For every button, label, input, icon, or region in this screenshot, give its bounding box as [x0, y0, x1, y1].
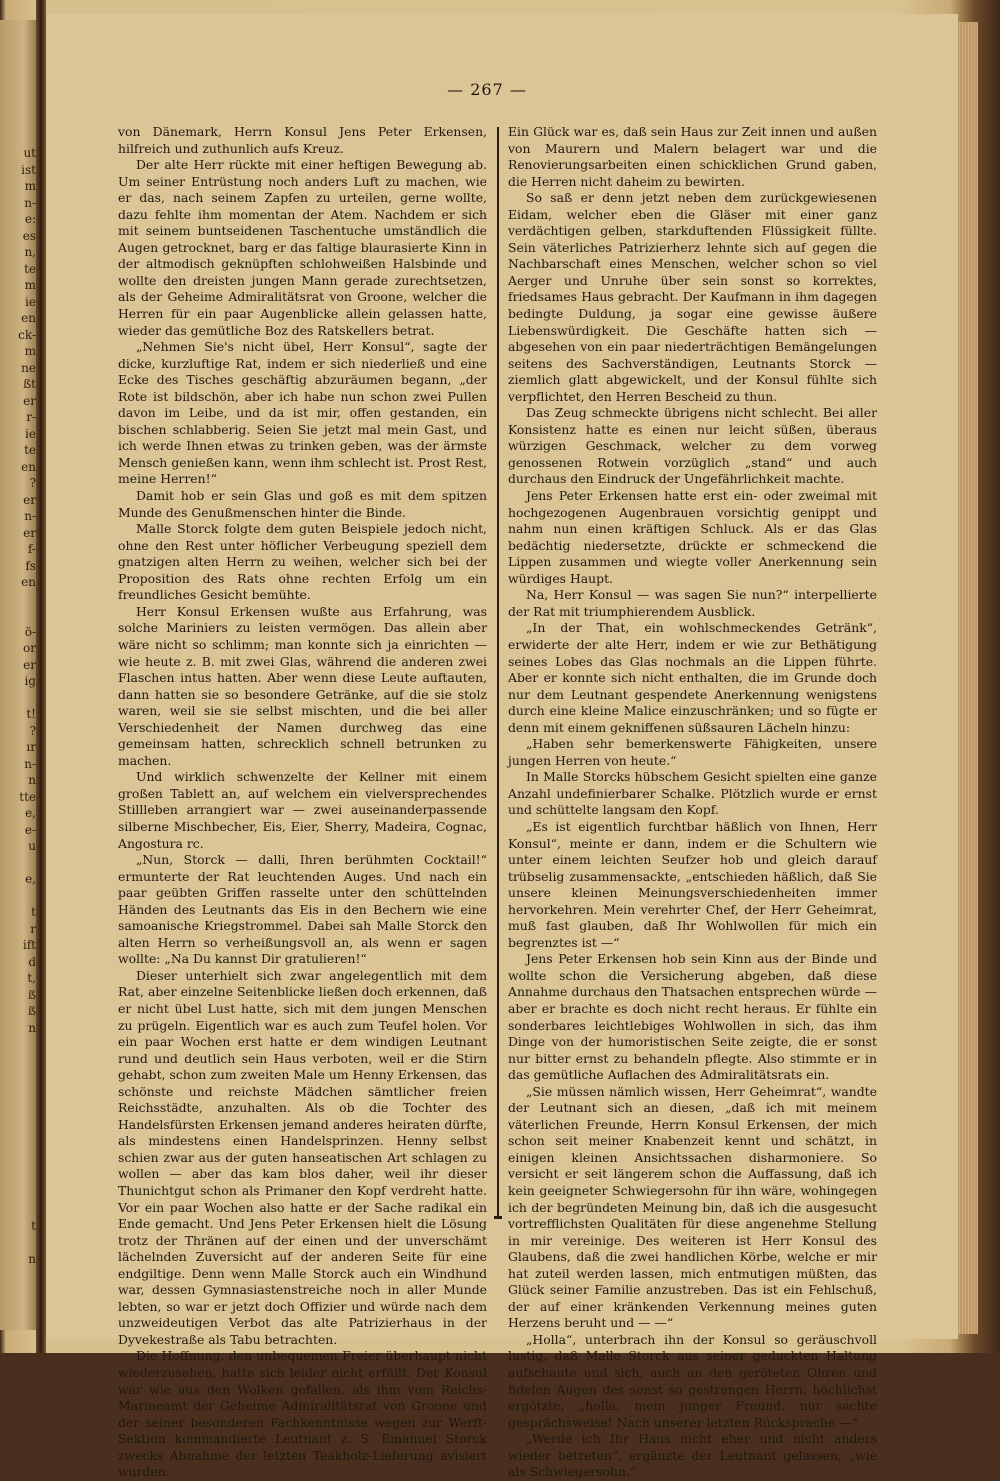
previous-page-fragment: r [30, 921, 36, 936]
previous-page-fragment: ? [29, 476, 36, 490]
previous-page-fragment [0, 1053, 36, 1070]
previous-page-fragment: ie [25, 294, 36, 309]
book-gutter [36, 0, 46, 1353]
paragraph: „In der That, ein wohlschmeckendes Getränk“, erwiderte der alte Herr, indem er wie zur Bethätigung seines Lobes das Glas nochmals an die Lippen führte. Aber er konnte sich nicht enthalten, die im Grunde doch nur dem Leutnant gespendete Anerkennung wenigstens durch eine kleine Malice einzuschränken; und so fügte er denn mit einem gekniffenen süßsauren Lächeln hinzu: [508, 620, 877, 735]
paragraph: Die Hoffnung, den unbequemen Freier überhaupt nicht wiederzusehen, hatte sich leider nicht erfüllt. Der Konsul war wie aus den Wolken gefallen, als ihm vom Reichs-Marineamt der Geheime Admiralitätsrat von Groone und der seiner besonderen Fachkenntnisse wegen zur Werft-Sektion kommandierte Leutnant z. S. Emanuel Storck zwecks Abnahme der letzten Teakholz-Lieferung avisiert wurden. [118, 1348, 487, 1480]
previous-page-fragment [0, 1185, 36, 1202]
previous-page-fragment: e, [25, 806, 36, 820]
previous-page-fragment [0, 690, 36, 707]
previous-page-fragment: t, [27, 971, 36, 985]
previous-page-edge [0, 20, 40, 1330]
previous-page-fragment: n- [24, 195, 36, 210]
previous-page-fragment [0, 1168, 36, 1185]
previous-page-fragment: en [21, 575, 36, 589]
paragraph: „Es ist eigentlich furchtbar häßlich von Ihnen, Herr Konsul“, meinte er dann, indem er die Schultern wie unter einem leichten Seufzer hob und gleich darauf trübselig zusammensackte, „entschieden häßlich, daß Sie unsere kleinen Meinungsverschiedenheiten immer hervorkehren. Mein verehrter Chef, der Herr Geheimrat, muß fast glauben, daß Ihr Wohlwollen für mich ein begrenztes ist —“ [508, 818, 877, 950]
previous-page-fragment: en [21, 459, 36, 474]
page-number: — 267 — [447, 80, 527, 99]
previous-page-fragment: ß [27, 987, 36, 1002]
previous-page-fragment: e: [24, 212, 36, 226]
paragraph: Malle Storck folgte dem guten Beispiele jedoch nicht, ohne den Rest unter höflicher Verbeugung speziell dem gnatzigen alten Herrn zu weihen, welcher sich bei der Proposition des Rats ohne rechten Erfolg um ein freundliches Gesicht bemühte. [118, 521, 487, 603]
previous-page-fragment: er [23, 492, 36, 507]
previous-page-fragment: ß [27, 1004, 36, 1018]
previous-page-fragment: ist [21, 162, 36, 177]
paragraph: Das Zeug schmeckte übrigens nicht schlecht. Bei aller Konsistenz hatte es einen nur leicht süßen, überaus würzigen Geschmack, welcher zu dem vorweg genossenen Rotwein vorzüglich „stand“ und auch durchaus den Eindruck der Ungefährlichkeit machte. [508, 405, 877, 487]
paragraph: Der alte Herr rückte mit einer heftigen Bewegung ab. Um seiner Entrüstung noch anders Luft zu machen, wie er das, nach seinem Zapfen zu urteilen, gerne wollte, dazu fehlte ihm momentan der Atem. Nachdem er sich mit seinem buntseidenen Taschentuche umständlich die Augen getrocknet, barg er das faltige blaurasierte Kinn in der altmodisch geknüpften schlohweißen Halsbinde und wollte den dreisten jungen Mann gerade zurechtsetzen, als der Geheime Admiralitätsrat von Groone, welcher die Herren für ein paar Augenblicke allein gelassen hatte, wieder das gemütliche Boz des Ratskellers betrat. [118, 157, 487, 338]
previous-page-fragment [0, 855, 36, 872]
paragraph: Herr Konsul Erkensen wußte aus Erfahrung, was solche Mariniers zu leisten vermögen. Das allein aber wäre nicht so schlimm; man konnte sich ja einrichten — wie heute z. B. mit zwei Glas, während die anderen zwei Flaschen intus hatten. Aber wenn diese Leute auftauten, dann hatten sie so besondere Getränke, auf die sie stolz waren, weil sie sie selbst mischten, und die bei aller Verschiedenheit der Namen durchweg das eine gemeinsam hatten, schrecklich schnell betrunken zu machen. [118, 603, 487, 768]
paragraph: Na, Herr Konsul — was sagen Sie nun?“ interpellierte der Rat mit triumphierendem Ausblick. [508, 587, 877, 619]
previous-page-fragment: u [28, 839, 36, 853]
previous-page-fragment: m [24, 344, 36, 358]
previous-page-fragment [0, 1036, 36, 1053]
previous-page-fragment: tte [19, 789, 36, 804]
previous-page-fragment: t [31, 905, 36, 919]
previous-page-fragment: m [24, 179, 36, 193]
previous-page-fragment: er [23, 657, 36, 672]
paragraph: Jens Peter Erkensen hatte erst ein- oder zweimal mit hochgezogenen Augenbrauen vorsichtig genippt und nahm nun einen kräftigen Schluck. Als er das Glas bedächtig niedersetzte, drückte er schmeckend die Lippen zusammen und wiegte voller Anerkennung sein würdiges Haupt. [508, 488, 877, 586]
previous-page-fragment: ck- [18, 327, 36, 342]
paragraph: Ein Glück war es, daß sein Haus zur Zeit innen und außen von Maurern und Malern belagert war und die Renovierungsarbeiten einen schicklichen Grund gaben, die Herren nicht daheim zu bewirten. [508, 124, 877, 189]
previous-page-text-fragments [0, 145, 36, 1267]
previous-page-fragment: t! [26, 707, 36, 721]
previous-page-fragment: e, [25, 872, 36, 886]
previous-page-fragment: ie [25, 426, 36, 441]
previous-page-fragment: or [23, 641, 36, 655]
paragraph: „Haben sehr bemerkenswerte Fähigkeiten, unsere jungen Herren von heute.“ [508, 736, 877, 768]
paragraph: „Holla“, unterbrach ihn der Konsul so geräuschvoll lustig, daß Malle Storck aus seiner geduckten Haltung aufschaute und sich, auch an den geröteten Ohren und fidelen Augen des sonst so gestrengen Herrn, höchlichst ergötzte, „holla, mein junger Freund, nur sachte gesprächsweise! Nach unserer letzten Rücksprache —“ [508, 1331, 877, 1430]
previous-page-fragment: n [28, 1251, 36, 1266]
previous-page-fragment [0, 1102, 36, 1119]
paragraph: In Malle Storcks hübschem Gesicht spielten eine ganze Anzahl undefinierbarer Schalke. Plötzlich wurde er ernst und schüttelte langsam den Kopf. [508, 769, 877, 818]
previous-page-fragment: n [28, 1020, 36, 1035]
previous-page-fragment [0, 1152, 36, 1169]
previous-page-fragment [0, 1086, 36, 1103]
previous-page-fragment: fs [25, 558, 36, 573]
previous-page-fragment: ift [22, 938, 36, 952]
column-divider [497, 127, 499, 1217]
previous-page-fragment: er [23, 525, 36, 540]
previous-page-fragment: n, [24, 245, 36, 259]
paragraph: „Nehmen Sie's nicht übel, Herr Konsul“, sagte der dicke, kurzluftige Rat, indem er sich niederließ und eine Ecke des Tisches geschäftig abzuräumen begann, „der Rote ist bildschön, aber ich habe nun schon zwei Pullen davon im Leibe, und da ist mir, offen gestanden, ein bischen schlabberig. Seien Sie jetzt mal mein Gast, und ich werde Ihnen etwas zu trinken geben, was der ärmste Mensch genießen kann, wenn ihm schlecht ist. Prost Rest, meine Herren!“ [118, 339, 487, 487]
previous-page-fragment: f- [27, 542, 36, 556]
paragraph: Dieser unterhielt sich zwar angelegentlich mit dem Rat, aber einzelne Seitenblicke ließen doch erkennen, daß er nicht übel Lust hatte, sich mit dem jungen Menschen zu prügeln. Eigentlich war es auch zum Teufel holen. Vor ein paar Wochen erst hatte er dem windigen Leutnant rund und deutlich sein Haus verboten, weil er die Stirn gehabt, schon zum zweiten Male um Henny Erkensen, das schönste und reichste Mädchen sämtlicher freien Reichsstädte, anzuhalten. Als ob die Tochter des Handelsfürsten Erkensen jemand anderes heiraten dürfte, als mindestens einen Handelsprinzen. Henny selbst schien zwar aus der guten hanseatischen Art schlagen zu wollen — aber das kam blos daher, weil ihr dieser Thunichtgut schon als Primaner den Kopf verdreht hatte. Vor ein paar Wochen also hatte er der Sache radikal ein Ende gemacht. Und Jens Peter Erkensen hielt die Lösung trotz der Thränen auf der einen und der unverschämt lächelnden Zuversicht auf der anderen Seite für eine endgiltige. Denn wenn Malle Storck auch ein Windhund war, dessen Gymnasiastenstreiche noch in aller Munde lebten, so war er jetzt doch Offizier und würde nach dem unzweideutigen Verbot das alte Patrizierhaus in der Dyvekestraße als Tabu betrachten. [118, 967, 487, 1347]
previous-page-fragment [0, 1069, 36, 1086]
previous-page-fragment: en [21, 311, 36, 325]
previous-page-fragment [0, 1201, 36, 1218]
paragraph: So saß er denn jetzt neben dem zurückgewiesenen Eidam, welcher eben die Gläser mit einer ganz verdächtigen gelben, starkduftenden Flüssigkeit füllte. Sein väterliches Patrizierherz lehnte sich auf gegen die Nachbarschaft eines Menschen, welcher schon so viel Aerger und Unruhe über sein sonst so korrektes, friedsames Haus gebracht. Der Kaufmann in ihm dagegen bedingte Duldung, ja sogar eine gewisse äußere Liebenswürdigkeit. Die Geschäfte hatten sich — abgesehen von ein paar niederträchtigen Bemängelungen seitens des Sachverständigen, Leutnants Storck — ziemlich glatt abgewickelt, und der Konsul fühlte sich verpflichtet, den Herren Bescheid zu thun. [508, 190, 877, 404]
previous-page-fragment: n [28, 773, 36, 787]
previous-page-fragment: ut [23, 146, 36, 160]
previous-page-fragment [0, 1119, 36, 1136]
previous-page-fragment: r- [26, 410, 36, 424]
previous-page-fragment: d [28, 954, 36, 969]
previous-page-fragment: ır [26, 740, 36, 754]
previous-page-fragment: ne [21, 360, 36, 375]
paragraph: Und wirklich schwenzelte der Kellner mit einem großen Tablett an, auf welchem ein vielversprechendes Stillleben arrangiert war — zwei auseinanderpassende silberne Mischbecher, Eis, Eier, Sherry, Madeira, Cognac, Angostura rc. [118, 769, 487, 851]
previous-page-fragment: es [22, 228, 36, 243]
paragraph: „Sie müssen nämlich wissen, Herr Geheimrat“, wandte der Leutnant sich an diesen, „daß ich mit meinem väterlichen Freunde, Herrn Konsul Erkensen, der mich schon seit meiner Knabenzeit kennt und schätzt, in einigen kleinen Ansichtssachen disharmoniere. So versicht er seit längerem schon die Auffassung, daß ich kein geeigneter Schwiegersohn für ihn wäre, wohingegen ich der begründeten Meinung bin, daß ich die ausgesucht vortrefflichsten Qualitäten für diese angenehme Stellung in mir vereinige. Des weiteren ist Herr Konsul des Glaubens, daß die zwei handlichen Körbe, welche er mir hat zuteil werden lassen, mich entmutigen müßten, das Glück seiner Familie anzustreben. Das ist ein Fehlschuß, der auf einer kränkenden Verkennung meines guten Herzens beruht und — —“ [508, 1083, 877, 1331]
previous-page-fragment [0, 591, 36, 608]
right-text-column [508, 124, 877, 1480]
previous-page-fragment: te [24, 261, 36, 276]
previous-page-fragment [0, 1135, 36, 1152]
previous-page-fragment: t [31, 1218, 36, 1233]
previous-page-fragment: ? [29, 723, 36, 738]
previous-page-fragment: te [24, 443, 36, 457]
previous-page-fragment [0, 607, 36, 624]
paragraph: von Dänemark, Herrn Konsul Jens Peter Erkensen, hilfreich und zuthunlich aufs Kreuz. [118, 124, 487, 156]
previous-page-fragment [0, 888, 36, 905]
previous-page-fragment: ßt [23, 377, 36, 391]
previous-page-fragment: n- [24, 509, 36, 523]
paragraph: „Nun, Storck — dalli, Ihren berühmten Cocktail!“ ermunterte der Rat leuchtenden Auges. Und nach ein paar geübten Griffen rasselte unter den schüttelnden Händen des Leutnants das Eis in den Bechern wie eine samoanische Kriegstrommel. Dabei sah Malle Storck den alten Herrn so verheißungsvoll an, als wenn er sagen wollte: „Na Du kannst Dir gratulieren!“ [118, 852, 487, 967]
left-text-column [118, 124, 487, 1480]
paragraph: Jens Peter Erkensen hob sein Kinn aus der Binde und wollte schon die Versicherung abgeben, daß diese Annahme durchaus den Thatsachen entsprechen würde — aber er brachte es doch nicht recht heraus. Er fühlte ein sonderbares leichtlebiges Wohlwollen in sich, das ihm Dinge von der humoristischen Seite zeigte, die er sonst nur bitter ernst zu behandeln pflegte. Also stimmte er in das gemütliche Auflachen des Admiralitätsrats ein. [508, 951, 877, 1083]
paragraph: Damit hob er sein Glas und goß es mit dem spitzen Munde des Genußmenschen hinter die Binde. [118, 488, 487, 520]
previous-page-fragment: ig [24, 674, 36, 688]
previous-page-fragment: n- [24, 756, 36, 771]
previous-page-fragment: e- [24, 822, 36, 837]
previous-page-fragment: ö- [24, 624, 36, 639]
column-divider-foot [494, 1216, 502, 1219]
paragraph: „Werde ich Ihr Haus nicht eher und nicht anders wieder betreten“, ergänzte der Leutnant gelassen, „wie als Schwiegersohn.“ [508, 1431, 877, 1480]
page-stack-edges [958, 22, 978, 1334]
previous-page-fragment [0, 1234, 36, 1251]
previous-page-fragment: er [23, 393, 36, 408]
previous-page-fragment: m [24, 278, 36, 292]
